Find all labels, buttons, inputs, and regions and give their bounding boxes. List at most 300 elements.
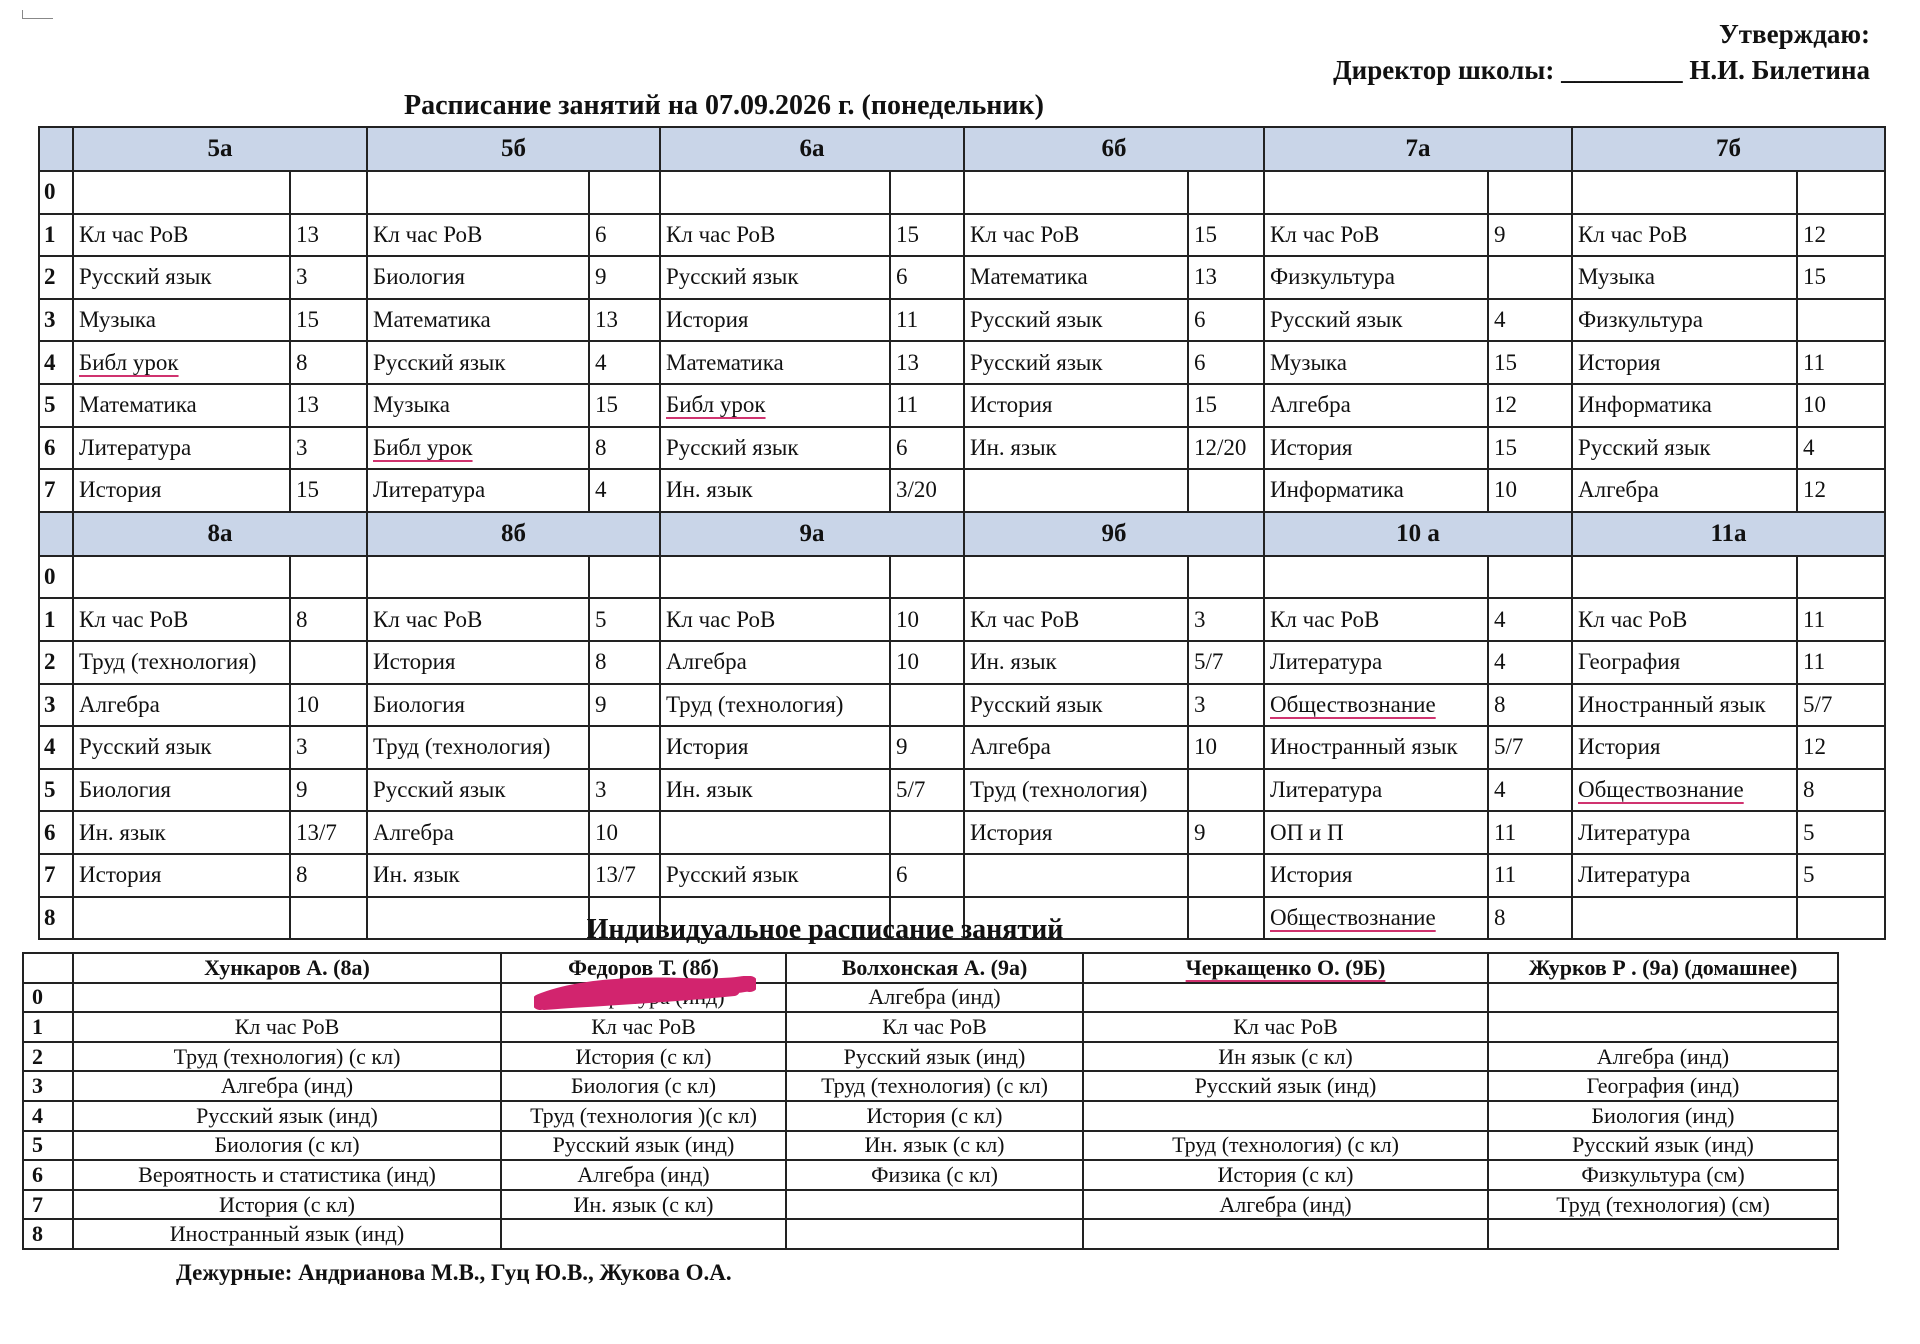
subject-text: Информатика — [1270, 477, 1404, 503]
subject-cell — [1572, 214, 1797, 257]
individual-lesson-cell: Ин. язык (с кл) — [786, 1131, 1083, 1161]
subject-text: Кл час РоВ — [1270, 606, 1380, 632]
subject-cell — [964, 341, 1188, 384]
individual-row — [23, 1219, 1838, 1249]
lesson-number: 7 — [23, 1190, 73, 1220]
subject-cell — [1572, 427, 1797, 470]
room-cell: 15 — [1488, 341, 1572, 384]
subject-cell — [1572, 641, 1797, 684]
room-cell: 10 — [589, 811, 660, 854]
class-header-cell: 9а — [660, 512, 964, 556]
subject-cell — [660, 299, 890, 342]
subject-text: Математика — [79, 392, 197, 418]
room-cell: 3 — [290, 256, 367, 299]
room-cell: 5/7 — [890, 769, 964, 812]
room-cell: 3/20 — [890, 469, 964, 512]
subject-cell — [1264, 684, 1488, 727]
room-cell: 12/20 — [1188, 427, 1264, 470]
subject-text: История — [79, 477, 162, 503]
lesson-number: 5 — [23, 1131, 73, 1161]
lesson-number: 2 — [23, 1042, 73, 1072]
room-cell: 3 — [290, 726, 367, 769]
subject-cell — [1572, 598, 1797, 641]
subject-cell — [1572, 171, 1797, 214]
room-cell: 6 — [890, 256, 964, 299]
room-cell: 15 — [589, 384, 660, 427]
individual-lesson-cell: Русский язык (инд) — [501, 1131, 786, 1161]
approve-label: Утверждаю: — [1718, 19, 1870, 49]
subject-cell — [660, 726, 890, 769]
lesson-row — [39, 854, 1885, 897]
subject-text: Ин. язык — [666, 477, 753, 503]
subject-text: Русский язык — [373, 777, 506, 803]
individual-lesson-cell: Русский язык (инд) — [1083, 1071, 1488, 1101]
room-cell: 11 — [1488, 811, 1572, 854]
individual-row — [23, 1101, 1838, 1131]
subject-cell — [73, 854, 290, 897]
subject-text: Русский язык — [666, 264, 799, 290]
subject-text: Биология — [373, 691, 466, 717]
individual-lesson-cell — [786, 1219, 1083, 1249]
subject-cell — [964, 299, 1188, 342]
subject-text: Ин. язык — [373, 862, 460, 888]
subject-text: История — [1578, 349, 1661, 375]
lesson-number: 2 — [39, 641, 73, 684]
room-cell: 10 — [1797, 384, 1885, 427]
room-cell: 15 — [1488, 427, 1572, 470]
subject-text: Литература — [1270, 777, 1383, 803]
individual-lesson-cell: Алгебра (инд) — [501, 1160, 786, 1190]
room-cell: 6 — [1188, 299, 1264, 342]
class-header-cell: 6а — [660, 127, 964, 171]
lesson-number: 7 — [39, 854, 73, 897]
subject-text: Русский язык — [373, 349, 506, 375]
individual-lesson-cell: Русский язык (инд) — [1488, 1131, 1838, 1161]
director-line: Директор школы: _________ Н.И. Билетина — [1333, 55, 1870, 85]
subject-cell — [1264, 256, 1488, 299]
room-cell: 15 — [1188, 384, 1264, 427]
subject-cell — [367, 556, 589, 599]
subject-text: Русский язык — [970, 307, 1103, 333]
subject-text: Русский язык — [1270, 307, 1403, 333]
lesson-row — [39, 769, 1885, 812]
subject-cell — [1264, 556, 1488, 599]
subject-text: Музыка — [1578, 264, 1655, 290]
individual-lesson-cell: Алгебра (инд) — [1488, 1042, 1838, 1072]
subject-cell — [964, 811, 1188, 854]
room-cell — [1188, 556, 1264, 599]
subject-text: История — [1270, 862, 1353, 888]
lesson-row — [39, 469, 1885, 512]
subject-cell — [1264, 384, 1488, 427]
lesson-number: 3 — [39, 299, 73, 342]
subject-cell — [367, 854, 589, 897]
subject-text: История — [666, 307, 749, 333]
room-cell — [1188, 469, 1264, 512]
room-cell: 3 — [290, 427, 367, 470]
approval-block — [1333, 16, 1870, 88]
room-cell: 8 — [1488, 684, 1572, 727]
individual-lesson-cell: Алгебра (инд) — [786, 983, 1083, 1013]
subject-cell — [964, 469, 1188, 512]
page-title: Расписание занятий на 07.09.2026 г. (понедельник) — [404, 90, 1044, 121]
subject-cell — [660, 341, 890, 384]
lesson-row — [39, 641, 1885, 684]
individual-lesson-cell: Биология (инд) — [1488, 1101, 1838, 1131]
subject-cell — [1572, 469, 1797, 512]
room-cell — [890, 171, 964, 214]
individual-schedule-title: Индивидуальное расписание занятий — [586, 914, 1064, 945]
subject-cell — [367, 214, 589, 257]
subject-cell — [1572, 811, 1797, 854]
class-header-cell: 8а — [73, 512, 367, 556]
subject-cell — [964, 214, 1188, 257]
subject-cell — [73, 811, 290, 854]
subject-cell — [73, 299, 290, 342]
class-header-cell: 9б — [964, 512, 1264, 556]
subject-text: Биология — [79, 777, 172, 803]
individual-schedule-table — [22, 952, 1839, 1250]
individual-lesson-cell: Кл час РоВ — [1083, 1012, 1488, 1042]
room-cell — [290, 171, 367, 214]
room-cell: 3 — [589, 769, 660, 812]
subject-cell — [73, 641, 290, 684]
student-header-cell — [501, 953, 786, 983]
duty-list: Дежурные: Андрианова М.В., Гуц Ю.В., Жукова О.А. — [176, 1260, 732, 1285]
subject-cell — [1264, 299, 1488, 342]
lesson-number: 8 — [23, 1219, 73, 1249]
lesson-number: 5 — [39, 384, 73, 427]
subject-cell — [1572, 726, 1797, 769]
room-cell: 4 — [1488, 598, 1572, 641]
subject-cell — [73, 171, 290, 214]
subject-cell — [73, 469, 290, 512]
room-cell: 8 — [1797, 769, 1885, 812]
room-cell: 15 — [1797, 256, 1885, 299]
subject-text: История — [373, 649, 456, 675]
class-schedule-table — [38, 126, 1886, 940]
subject-text: Русский язык — [79, 734, 212, 760]
subject-text: История — [970, 819, 1053, 845]
room-cell — [589, 556, 660, 599]
room-cell: 4 — [589, 341, 660, 384]
subject-cell — [1572, 854, 1797, 897]
student-name: Черкащенко О. (9Б) — [1185, 954, 1386, 980]
subject-cell — [1572, 684, 1797, 727]
subject-text: ОП и П — [1270, 819, 1344, 845]
subject-cell — [367, 769, 589, 812]
individual-lesson-cell: Труд (технология) (см) — [1488, 1190, 1838, 1220]
lesson-number: 1 — [39, 214, 73, 257]
individual-lesson-cell — [501, 1219, 786, 1249]
room-cell: 6 — [1188, 341, 1264, 384]
subject-cell — [1572, 384, 1797, 427]
subject-text: Библ урок — [79, 349, 179, 375]
individual-lesson-cell: Труд (технология) (с кл) — [73, 1042, 501, 1072]
room-cell: 4 — [1488, 769, 1572, 812]
subject-text: Кл час РоВ — [373, 606, 483, 632]
subject-cell — [367, 299, 589, 342]
lesson-number: 7 — [39, 469, 73, 512]
subject-cell — [1572, 341, 1797, 384]
room-cell: 8 — [290, 598, 367, 641]
individual-lesson-cell: Иностранный язык (инд) — [73, 1219, 501, 1249]
individual-lesson-cell — [1488, 1219, 1838, 1249]
room-cell: 10 — [290, 684, 367, 727]
room-cell: 6 — [890, 854, 964, 897]
room-cell — [890, 556, 964, 599]
class-header-cell: 8б — [367, 512, 660, 556]
room-cell: 11 — [1797, 598, 1885, 641]
subject-text: Обществознание — [1270, 904, 1436, 930]
subject-cell — [660, 427, 890, 470]
student-header-row — [23, 953, 1838, 983]
subject-text: Музыка — [1270, 349, 1347, 375]
student-name: Хункаров А. (8а) — [204, 954, 370, 980]
subject-text: Кл час РоВ — [970, 606, 1080, 632]
subject-text: История — [79, 862, 162, 888]
subject-cell — [1264, 854, 1488, 897]
room-cell — [1188, 769, 1264, 812]
room-cell: 5/7 — [1797, 684, 1885, 727]
subject-cell — [964, 556, 1188, 599]
subject-text: Алгебра — [666, 649, 747, 675]
class-header-cell: 5а — [73, 127, 367, 171]
lesson-number: 0 — [39, 171, 73, 214]
subject-cell — [1264, 598, 1488, 641]
class-header-cell: 10 а — [1264, 512, 1572, 556]
subject-cell — [1264, 811, 1488, 854]
subject-cell — [1264, 214, 1488, 257]
subject-cell — [367, 684, 589, 727]
subject-text: Кл час РоВ — [79, 221, 189, 247]
subject-text: Кл час РоВ — [666, 606, 776, 632]
lesson-number: 6 — [23, 1160, 73, 1190]
subject-cell — [73, 341, 290, 384]
individual-lesson-cell: Кл час РоВ — [73, 1012, 501, 1042]
individual-row — [23, 1012, 1838, 1042]
lesson-row — [39, 384, 1885, 427]
room-cell — [290, 556, 367, 599]
subject-text: Ин. язык — [79, 819, 166, 845]
subject-text: Литература — [373, 477, 486, 503]
room-cell: 11 — [890, 299, 964, 342]
room-cell: 10 — [1488, 469, 1572, 512]
subject-cell — [660, 769, 890, 812]
subject-cell — [964, 427, 1188, 470]
subject-text: Русский язык — [1578, 434, 1711, 460]
individual-lesson-cell: История (с кл) — [73, 1190, 501, 1220]
lesson-row — [39, 214, 1885, 257]
header-corner-cell — [23, 953, 73, 983]
subject-cell — [660, 684, 890, 727]
room-cell: 4 — [1488, 641, 1572, 684]
individual-lesson-cell: География (инд) — [1488, 1071, 1838, 1101]
subject-cell — [660, 384, 890, 427]
room-cell: 6 — [589, 214, 660, 257]
room-cell — [1488, 171, 1572, 214]
subject-text: Алгебра — [79, 691, 160, 717]
room-cell — [1797, 556, 1885, 599]
header-corner-cell — [39, 512, 73, 556]
subject-text: Литература — [1578, 819, 1691, 845]
lesson-number: 1 — [23, 1012, 73, 1042]
subject-text: Русский язык — [970, 691, 1103, 717]
subject-text: Труд (технология) — [666, 691, 844, 717]
individual-lesson-cell — [1083, 1101, 1488, 1131]
subject-text: Ин. язык — [666, 777, 753, 803]
subject-cell — [1572, 556, 1797, 599]
room-cell: 8 — [290, 341, 367, 384]
subject-cell — [367, 811, 589, 854]
room-cell: 3 — [1188, 598, 1264, 641]
subject-text: Кл час РоВ — [79, 606, 189, 632]
subject-cell — [964, 598, 1188, 641]
subject-text: Алгебра — [970, 734, 1051, 760]
room-cell: 15 — [290, 469, 367, 512]
room-cell — [589, 726, 660, 769]
subject-cell — [1264, 769, 1488, 812]
subject-text: Кл час РоВ — [1578, 606, 1688, 632]
subject-cell — [73, 256, 290, 299]
subject-cell — [660, 641, 890, 684]
room-cell: 11 — [1488, 854, 1572, 897]
subject-text: Ин. язык — [970, 649, 1057, 675]
subject-cell — [660, 854, 890, 897]
room-cell — [1488, 556, 1572, 599]
room-cell: 9 — [290, 769, 367, 812]
lesson-row — [39, 684, 1885, 727]
subject-text: Алгебра — [1578, 477, 1659, 503]
room-cell: 13 — [290, 384, 367, 427]
subject-text: Русский язык — [666, 434, 799, 460]
lesson-number: 3 — [39, 684, 73, 727]
subject-text: Алгебра — [373, 819, 454, 845]
room-cell — [1188, 171, 1264, 214]
room-cell: 11 — [1797, 641, 1885, 684]
class-header-cell: 5б — [367, 127, 660, 171]
individual-lesson-cell: Труд (технология) (с кл) — [786, 1071, 1083, 1101]
student-name: Федоров Т. (8б) — [568, 954, 719, 980]
subject-text: География — [1578, 649, 1681, 675]
individual-lesson-cell: История (с кл) — [786, 1101, 1083, 1131]
lesson-row — [39, 256, 1885, 299]
individual-lesson-cell — [1488, 983, 1838, 1013]
subject-text: История — [1578, 734, 1661, 760]
lesson-number: 0 — [39, 556, 73, 599]
room-cell — [890, 811, 964, 854]
subject-cell — [1264, 641, 1488, 684]
subject-cell — [73, 726, 290, 769]
subject-text: Кл час РоВ — [1270, 221, 1380, 247]
room-cell — [1797, 897, 1885, 940]
room-cell: 5 — [1797, 811, 1885, 854]
individual-lesson-cell — [1083, 983, 1488, 1013]
student-name: Журков Р . (9а) (домашнее) — [1528, 954, 1798, 980]
lesson-number: 6 — [39, 811, 73, 854]
class-header-row — [39, 512, 1885, 556]
room-cell: 10 — [1188, 726, 1264, 769]
room-cell — [1797, 171, 1885, 214]
subject-cell — [367, 469, 589, 512]
subject-text: История — [1270, 434, 1353, 460]
subject-cell — [964, 854, 1188, 897]
room-cell: 12 — [1797, 214, 1885, 257]
subject-cell — [73, 427, 290, 470]
room-cell: 4 — [1797, 427, 1885, 470]
room-cell — [890, 684, 964, 727]
room-cell: 12 — [1488, 384, 1572, 427]
subject-text: Библ урок — [666, 392, 766, 418]
individual-lesson-cell: Русский язык (инд) — [73, 1101, 501, 1131]
subject-text: Литература — [1270, 649, 1383, 675]
individual-lesson-cell: Вероятность и статистика (инд) — [73, 1160, 501, 1190]
page-corner-mark — [22, 10, 53, 19]
subject-text: Математика — [970, 264, 1088, 290]
individual-lesson-cell: Русский язык (инд) — [786, 1042, 1083, 1072]
subject-cell — [1572, 299, 1797, 342]
room-cell: 9 — [1488, 214, 1572, 257]
subject-text: Иностранный язык — [1270, 734, 1458, 760]
class-header-cell: 11а — [1572, 512, 1885, 556]
individual-lesson-cell: Труд (технология) (с кл) — [1083, 1131, 1488, 1161]
lesson-number: 4 — [23, 1101, 73, 1131]
subject-cell — [1572, 769, 1797, 812]
individual-lesson-cell: Физика (с кл) — [786, 1160, 1083, 1190]
subject-text: Русский язык — [970, 349, 1103, 375]
subject-cell — [964, 384, 1188, 427]
room-cell — [1797, 299, 1885, 342]
room-cell — [589, 171, 660, 214]
subject-cell — [73, 684, 290, 727]
individual-lesson-cell: История (с кл) — [501, 1042, 786, 1072]
room-cell: 9 — [589, 684, 660, 727]
subject-text: Обществознание — [1270, 691, 1436, 717]
subject-cell — [367, 256, 589, 299]
individual-lesson-cell: Биология (с кл) — [73, 1131, 501, 1161]
subject-cell — [964, 171, 1188, 214]
subject-cell — [1264, 341, 1488, 384]
room-cell: 13/7 — [589, 854, 660, 897]
subject-cell — [1264, 171, 1488, 214]
subject-text: Русский язык — [79, 264, 212, 290]
subject-cell — [660, 556, 890, 599]
individual-lesson-cell: История (с кл) — [1083, 1160, 1488, 1190]
subject-cell — [73, 556, 290, 599]
lesson-row — [39, 341, 1885, 384]
room-cell: 10 — [890, 641, 964, 684]
subject-cell — [367, 171, 589, 214]
subject-text: Труд (технология) — [79, 649, 257, 675]
lesson-row — [39, 171, 1885, 214]
subject-cell — [660, 256, 890, 299]
subject-cell — [367, 726, 589, 769]
room-cell: 11 — [890, 384, 964, 427]
individual-lesson-cell: Ин. язык (с кл) — [501, 1190, 786, 1220]
subject-text: Физкультура — [1578, 307, 1703, 333]
room-cell — [1188, 854, 1264, 897]
lesson-number: 3 — [23, 1071, 73, 1101]
lesson-row — [39, 598, 1885, 641]
room-cell: 13 — [1188, 256, 1264, 299]
lesson-row — [39, 299, 1885, 342]
lesson-number: 6 — [39, 427, 73, 470]
subject-cell — [660, 171, 890, 214]
room-cell: 10 — [890, 598, 964, 641]
subject-text: Информатика — [1578, 392, 1712, 418]
individual-lesson-cell: Кл час РоВ — [786, 1012, 1083, 1042]
room-cell: 12 — [1797, 726, 1885, 769]
